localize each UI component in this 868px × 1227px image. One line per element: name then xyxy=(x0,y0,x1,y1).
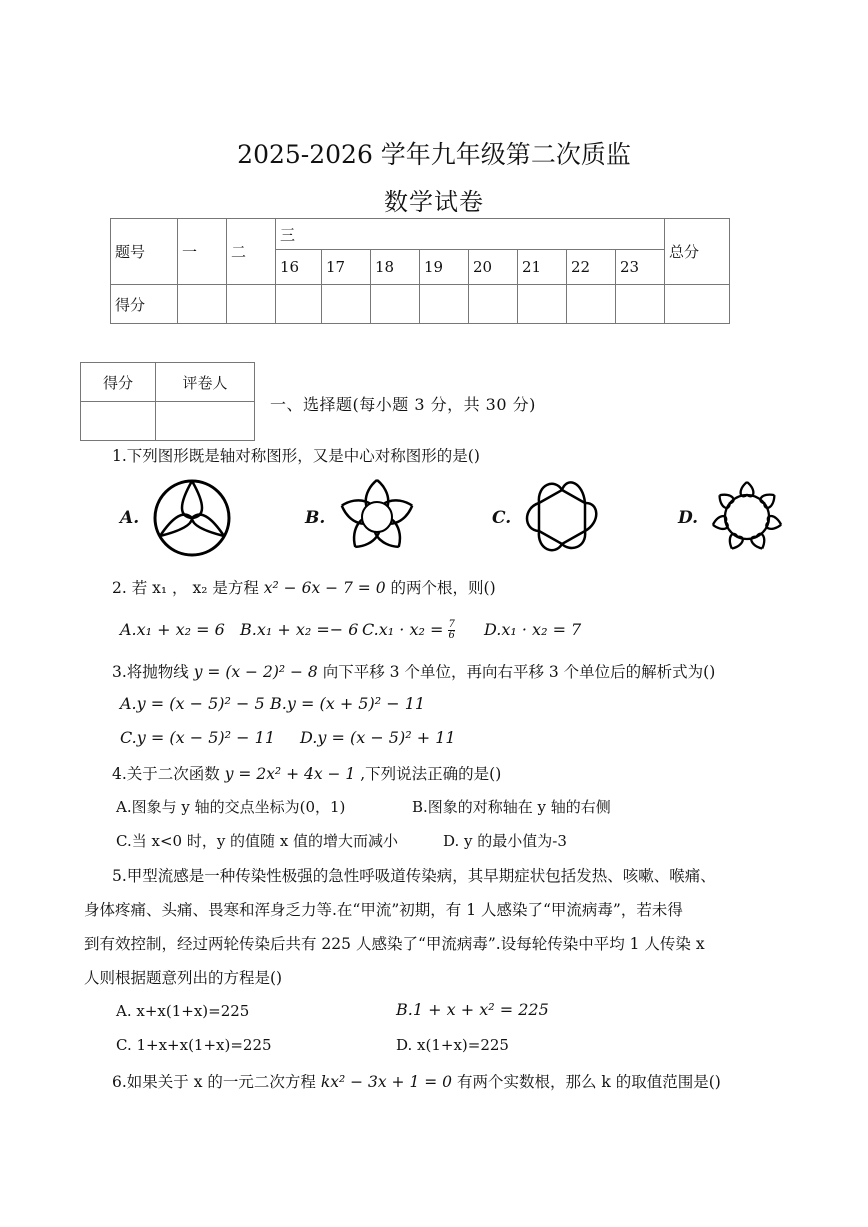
question-5-option-c: C. 1+x+x(1+x)=225 xyxy=(116,1036,272,1054)
score-cell[interactable] xyxy=(518,285,567,324)
sub-col: 23 xyxy=(616,250,665,285)
grader-table xyxy=(80,362,255,441)
grader-name-cell[interactable] xyxy=(156,402,255,441)
fraction xyxy=(448,620,454,641)
total-label: 总分 xyxy=(665,219,730,285)
grader-name-label: 评卷人 xyxy=(156,363,255,402)
question-4-option-b: B.图象的对称轴在 y 轴的右侧 xyxy=(412,798,611,816)
score-cell[interactable] xyxy=(616,285,665,324)
question-1-figures xyxy=(110,472,800,562)
question-2-text xyxy=(112,576,496,598)
question-3-prefix: 3.将抛物线 xyxy=(112,663,189,681)
question-6-suffix: 有两个实数根，那么 k 的取值范围是() xyxy=(456,1073,721,1091)
grader-score-cell[interactable] xyxy=(81,402,156,441)
question-3-option-c: C.y = (x − 5)² − 11 xyxy=(120,728,275,747)
question-1-text: 1.下列图形既是轴对称图形，又是中心对称图形的是() xyxy=(112,447,480,465)
sub-col: 18 xyxy=(371,250,420,285)
col-part-two: 二 xyxy=(227,219,276,285)
score-row-label: 得分 xyxy=(111,285,178,324)
question-3-option-b: B.y = (x + 5)² − 11 xyxy=(270,694,426,713)
figure-label-d: D. xyxy=(678,508,699,528)
figure-b-icon xyxy=(332,472,422,562)
question-3-text xyxy=(112,660,715,682)
score-cell[interactable] xyxy=(276,285,322,324)
question-4-option-a: A.图象与 y 轴的交点坐标为(0，1) xyxy=(116,798,346,816)
question-5-line-2: 身体疼痛、头痛、畏寒和浑身乏力等.在“甲流”初期，有 1 人感染了“甲流病毒”，若未得 xyxy=(84,901,683,919)
question-4-prefix: 4.关于二次函数 xyxy=(112,765,220,783)
question-2-prefix: 2. 若 x₁ ， x₂ 是方程 xyxy=(112,579,259,597)
figure-a-icon xyxy=(150,476,234,560)
sub-col: 17 xyxy=(322,250,371,285)
question-2-suffix: 的两个根，则() xyxy=(390,579,496,597)
question-5-option-a: A. x+x(1+x)=225 xyxy=(116,1002,250,1020)
exam-title: 2025-2026 学年九年级第二次质监 xyxy=(237,140,631,169)
question-4-option-d: D. y 的最小值为-3 xyxy=(443,832,567,850)
figure-label-a: A. xyxy=(120,508,140,528)
question-2-option-d: D.x₁ · x₂ = 7 xyxy=(484,620,582,639)
question-5-line-4: 人则根据题意列出的方程是() xyxy=(84,969,283,987)
grader-score-label: 得分 xyxy=(81,363,156,402)
question-2-option-b: B.x₁ + x₂ =− 6 xyxy=(240,620,359,639)
sub-col: 20 xyxy=(469,250,518,285)
question-3-equation: y = (x − 2)² − 8 xyxy=(193,663,318,681)
question-2-option-c xyxy=(362,620,455,641)
question-6-prefix: 6.如果关于 x 的一元二次方程 xyxy=(112,1073,316,1091)
score-cell[interactable] xyxy=(665,285,730,324)
question-5-line-1: 5.甲型流感是一种传染性极强的急性呼吸道传染病，其早期症状包括发热、咳嗽、喉痛、 xyxy=(112,867,716,885)
score-table xyxy=(110,218,730,324)
figure-label-c: C. xyxy=(492,508,512,528)
question-2-option-a: A.x₁ + x₂ = 6 xyxy=(120,620,225,639)
col-part-three: 三 xyxy=(276,219,665,250)
score-cell[interactable] xyxy=(371,285,420,324)
fraction-numerator: 7 xyxy=(448,619,455,630)
sub-col: 19 xyxy=(420,250,469,285)
question-5-option-d: D. x(1+x)=225 xyxy=(396,1036,509,1054)
figure-c-icon xyxy=(515,472,609,562)
question-2-option-c-text: C.x₁ · x₂ = xyxy=(362,620,444,639)
question-5-option-b: B.1 + x + x² = 225 xyxy=(396,1000,549,1019)
score-cell[interactable] xyxy=(567,285,616,324)
question-6-equation: kx² − 3x + 1 = 0 xyxy=(320,1073,453,1091)
question-4-suffix: ,下列说法正确的是() xyxy=(360,765,502,783)
score-cell[interactable] xyxy=(420,285,469,324)
sub-col: 16 xyxy=(276,250,322,285)
question-6-text xyxy=(112,1070,721,1092)
score-cell[interactable] xyxy=(469,285,518,324)
sub-col: 22 xyxy=(567,250,616,285)
col-part-one: 一 xyxy=(178,219,227,285)
question-2-equation: x² − 6x − 7 = 0 xyxy=(263,579,386,597)
section-heading: 一、选择题(每小题 3 分，共 30 分) xyxy=(270,395,536,414)
question-4-text xyxy=(112,762,501,784)
question-5-line-3: 到有效控制，经过两轮传染后共有 225 人感染了“甲流病毒”.设每轮传染中平均 1 人传染 x xyxy=(84,935,705,953)
question-3-option-a: A.y = (x − 5)² − 5 xyxy=(120,694,265,713)
question-4-equation: y = 2x² + 4x − 1 xyxy=(224,765,356,783)
sub-col: 21 xyxy=(518,250,567,285)
question-3-suffix: 向下平移 3 个单位，再向右平移 3 个单位后的解析式为() xyxy=(322,663,716,681)
figure-d-icon xyxy=(702,472,792,562)
score-cell[interactable] xyxy=(227,285,276,324)
fraction-denominator: 6 xyxy=(448,630,455,641)
score-cell[interactable] xyxy=(178,285,227,324)
figure-label-b: B. xyxy=(305,508,326,528)
question-4-option-c: C.当 x<0 时，y 的值随 x 值的增大而减小 xyxy=(116,832,399,850)
exam-subtitle: 数学试卷 xyxy=(384,188,484,216)
score-cell[interactable] xyxy=(322,285,371,324)
question-3-option-d: D.y = (x − 5)² + 11 xyxy=(300,728,456,747)
question-number-label: 题号 xyxy=(111,219,178,285)
